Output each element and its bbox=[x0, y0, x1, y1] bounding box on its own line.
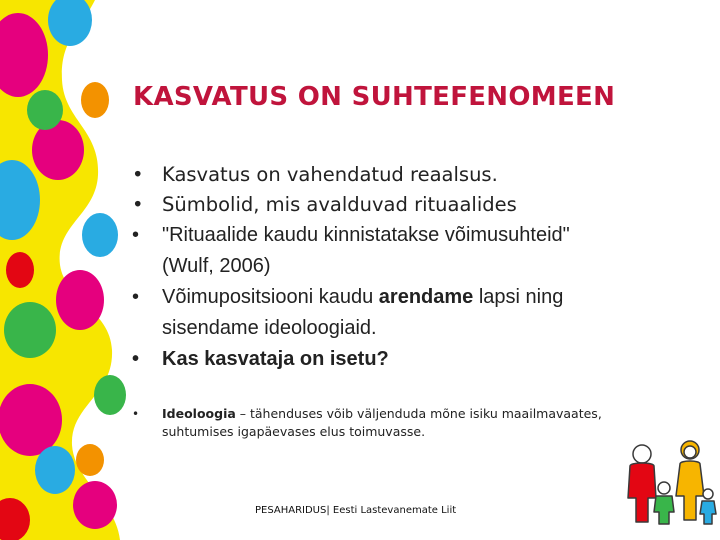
bullet-text: sisendame ideoloogiaid. bbox=[162, 317, 377, 339]
bullet-dot: • bbox=[132, 348, 140, 370]
bullet-dot: • bbox=[132, 286, 140, 308]
bullet-list bbox=[132, 160, 692, 441]
list-item bbox=[132, 190, 692, 220]
bullet-dot: • bbox=[132, 407, 140, 421]
slide-title: KASVATUS ON SUHTEFENOMEEN bbox=[133, 82, 616, 112]
list-item bbox=[132, 344, 692, 375]
list-item bbox=[132, 405, 692, 441]
bullet-dot: • bbox=[132, 163, 144, 186]
bullet-text: – tähenduses võib väljenduda mõne isiku maailmavaates, bbox=[235, 406, 602, 421]
bullet-dot: • bbox=[132, 193, 144, 216]
bullet-text: lapsi ning bbox=[473, 286, 564, 308]
footer-text: PESAHARIDUS| Eesti Lastevanemate Liit bbox=[255, 505, 457, 516]
bullet-text: suhtumises igapäevases elus toimuvasse. bbox=[162, 424, 426, 439]
bullet-text: "Rituaalide kaudu kinnistatakse võimusuhteid" bbox=[162, 224, 570, 246]
bullet-text: Võimupositsiooni kaudu bbox=[162, 286, 379, 308]
decorative-color-blobs bbox=[0, 0, 150, 540]
bullet-emphasis: arendame bbox=[378, 286, 474, 308]
bullet-emphasis: Ideoloogia bbox=[162, 406, 236, 421]
list-item bbox=[132, 160, 692, 190]
list-item bbox=[132, 220, 692, 282]
bullet-text: Kas kasvataja on isetu? bbox=[162, 348, 389, 370]
family-logo-icon bbox=[626, 436, 718, 528]
list-item bbox=[132, 282, 692, 344]
bullet-text: Sümbolid, mis avalduvad rituaalides bbox=[162, 193, 517, 216]
bullet-text-citation: (Wulf, 2006) bbox=[162, 255, 271, 277]
bullet-dot: • bbox=[132, 224, 140, 246]
bullet-text: Kasvatus on vahendatud reaalsus. bbox=[162, 163, 498, 186]
